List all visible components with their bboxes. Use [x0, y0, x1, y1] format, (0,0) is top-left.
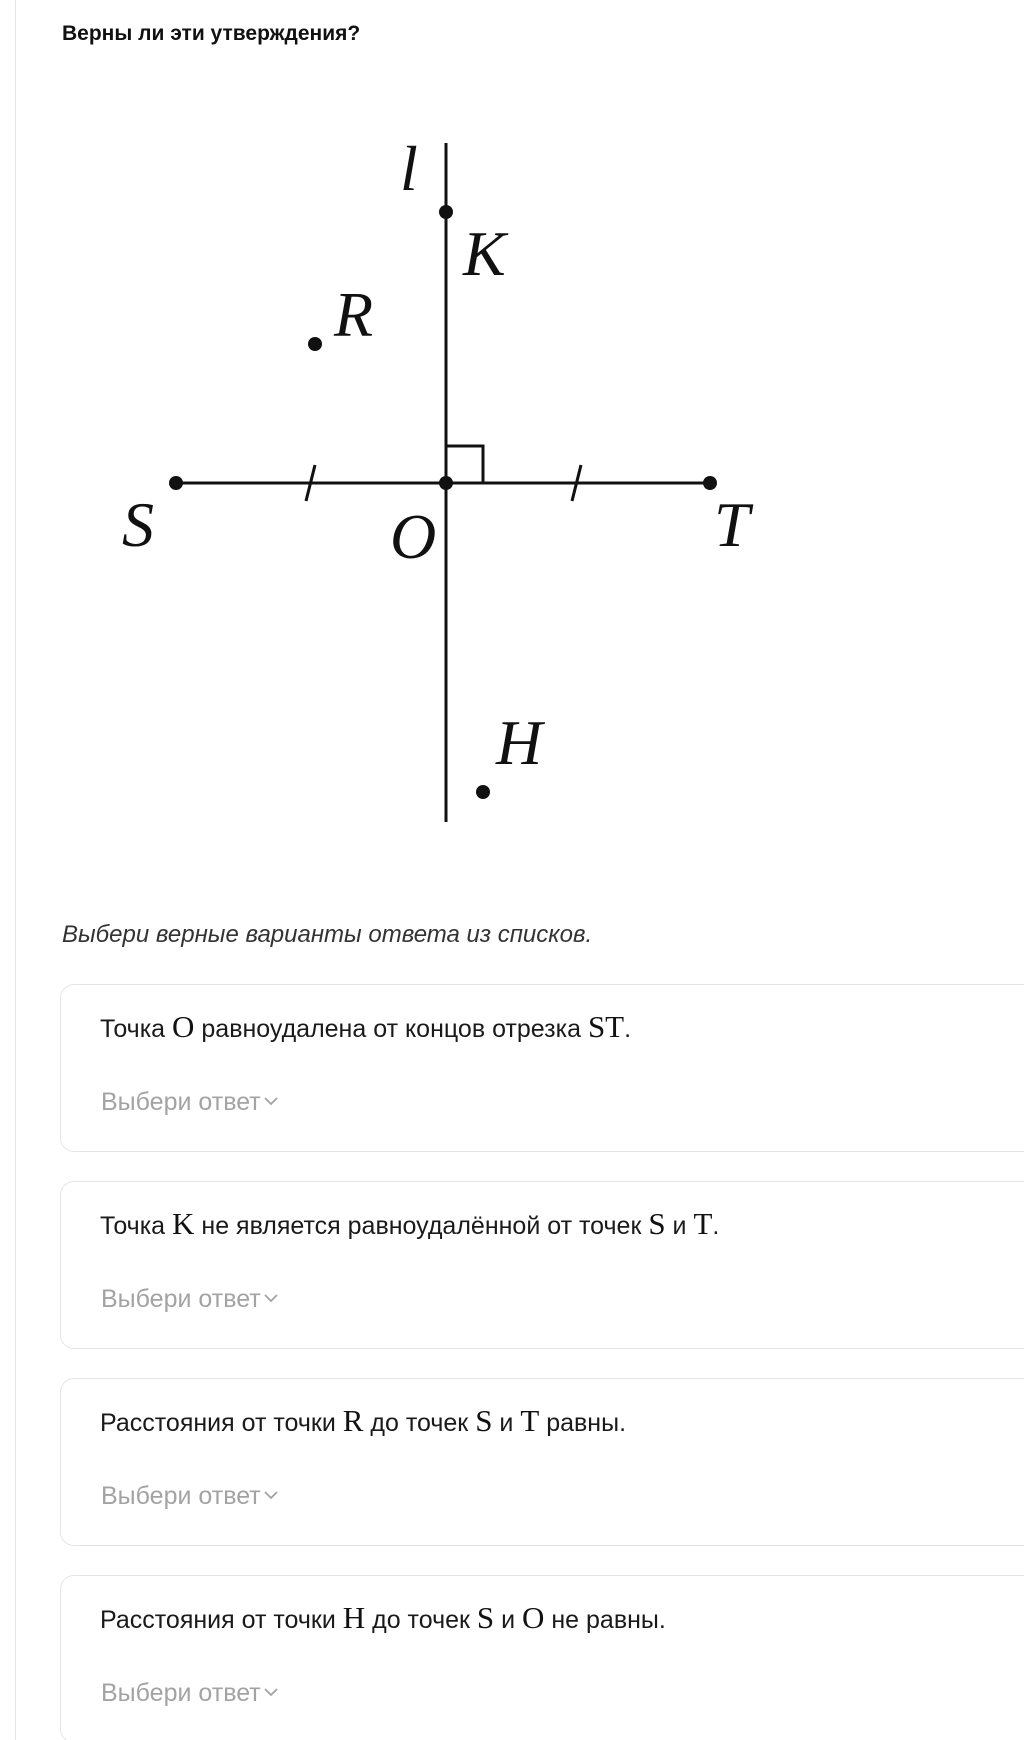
dropdown-placeholder: Выбери ответ	[101, 1285, 261, 1313]
point-t	[703, 476, 717, 490]
math-symbol: S	[475, 1403, 493, 1438]
math-symbol: ST	[587, 1009, 625, 1044]
statement-text-4: Расстояния от точки H до точек S и O не равны.	[100, 1600, 666, 1635]
label-k: K	[463, 218, 506, 289]
answer-dropdown-4[interactable]	[101, 1679, 279, 1708]
chevron-down-icon	[263, 1096, 279, 1106]
label-h: H	[496, 707, 543, 778]
answer-dropdown-1[interactable]	[101, 1088, 279, 1117]
geometry-figure	[0, 0, 1024, 860]
statement-card-2	[60, 1181, 1024, 1349]
math-symbol: T	[520, 1403, 540, 1438]
chevron-down-icon	[263, 1293, 279, 1303]
right-angle-mark	[446, 446, 483, 483]
label-o: O	[390, 501, 437, 572]
point-r	[308, 337, 322, 351]
math-symbol: T	[693, 1206, 713, 1241]
label-s: S	[122, 489, 154, 560]
label-l: l	[400, 133, 418, 204]
math-symbol: R	[342, 1403, 364, 1438]
math-symbol: S	[648, 1206, 666, 1241]
point-k	[439, 205, 453, 219]
point-o	[439, 476, 453, 490]
dropdown-placeholder: Выбери ответ	[101, 1679, 261, 1707]
label-t: T	[714, 489, 750, 560]
label-r: R	[334, 279, 374, 350]
dropdown-placeholder: Выбери ответ	[101, 1482, 261, 1510]
statement-card-1	[60, 984, 1024, 1152]
dropdown-placeholder: Выбери ответ	[101, 1088, 261, 1116]
statement-text-3: Расстояния от точки R до точек S и T равны.	[100, 1403, 627, 1438]
math-symbol: H	[342, 1600, 366, 1635]
figure-points	[169, 205, 717, 799]
point-h	[476, 785, 490, 799]
statement-text-1: Точка O равноудалена от концов отрезка ST.	[100, 1009, 632, 1044]
statement-card-4	[60, 1575, 1024, 1740]
math-symbol: O	[172, 1009, 195, 1044]
instruction-text: Выбери верные варианты ответа из списков.	[62, 921, 593, 948]
math-symbol: O	[522, 1600, 545, 1635]
question-title: Верны ли эти утверждения?	[62, 22, 361, 45]
answer-dropdown-3[interactable]	[101, 1482, 279, 1511]
answer-dropdown-2[interactable]	[101, 1285, 279, 1314]
statement-card-3	[60, 1378, 1024, 1546]
chevron-down-icon	[263, 1687, 279, 1697]
chevron-down-icon	[263, 1490, 279, 1500]
math-symbol: K	[172, 1206, 195, 1241]
statement-text-2: Точка K не является равноудалённой от точек S и T.	[100, 1206, 720, 1241]
math-symbol: S	[476, 1600, 495, 1635]
point-s	[169, 476, 183, 490]
